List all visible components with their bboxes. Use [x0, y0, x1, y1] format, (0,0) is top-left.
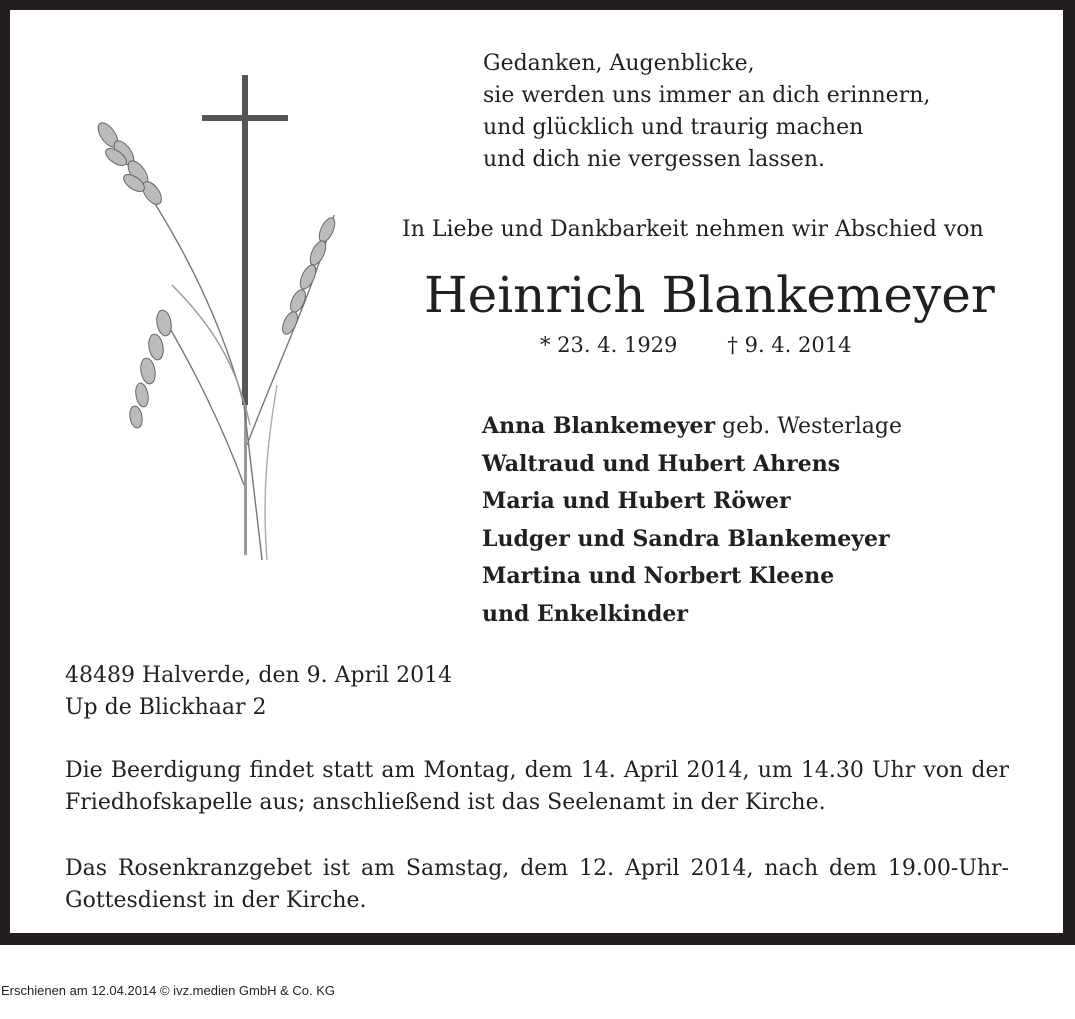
family-name: Ludger und Sandra Blankemeyer: [482, 525, 890, 552]
deceased-name: Heinrich Blankemeyer: [424, 266, 995, 324]
poem-line: und glücklich und traurig machen: [483, 115, 864, 140]
birth-date: * 23. 4. 1929: [540, 333, 678, 357]
family-name: Waltraud und Hubert Ahrens: [482, 450, 841, 477]
rosary-paragraph: Das Rosenkranzgebet ist am Samstag, dem 12. April 2014, nach dem 19.00-Uhr-Gottesdienst in der Kirche.: [65, 856, 1009, 913]
family-line: [482, 408, 902, 446]
family-line: [482, 446, 902, 484]
family-name: Martina und Norbert Kleene: [482, 563, 835, 589]
street-line: Up de Blickhaar 2: [65, 695, 267, 720]
wheat-ears-icon: [94, 120, 338, 560]
death-date: † 9. 4. 2014: [727, 333, 852, 357]
family-line: [482, 521, 902, 559]
publication-credit: Erschienen am 12.04.2014 © ivz.medien GmbH & Co. KG: [1, 983, 336, 998]
funeral-paragraph: Die Beerdigung findet statt am Montag, dem 14. April 2014, um 14.30 Uhr von der Friedhofskapelle aus; anschließend ist das Seelenamt in der Kirche.: [65, 758, 1009, 815]
poem-line: Gedanken, Augenblicke,: [483, 51, 755, 76]
family-suffix: geb. Westerlage: [715, 414, 902, 439]
family-list: [482, 408, 902, 633]
family-line: [482, 558, 902, 596]
poem-line: sie werden uns immer an dich erinnern,: [483, 83, 931, 108]
family-line: [482, 596, 902, 634]
life-dates: [540, 331, 851, 359]
farewell-intro: In Liebe und Dankbarkeit nehmen wir Abschied von: [402, 217, 984, 242]
poem-line: und dich nie vergessen lassen.: [483, 147, 825, 172]
family-name: Anna Blankemeyer: [482, 413, 716, 439]
family-line: [482, 483, 902, 521]
cross-icon: [202, 75, 288, 555]
poem: [483, 48, 930, 176]
place-date-line: 48489 Halverde, den 9. April 2014: [65, 663, 453, 688]
address-block: [65, 660, 452, 724]
cross-with-wheat-ears-illustration: [72, 65, 372, 570]
family-name: und Enkelkinder: [482, 600, 688, 627]
family-name: Maria und Hubert Röwer: [482, 488, 791, 514]
